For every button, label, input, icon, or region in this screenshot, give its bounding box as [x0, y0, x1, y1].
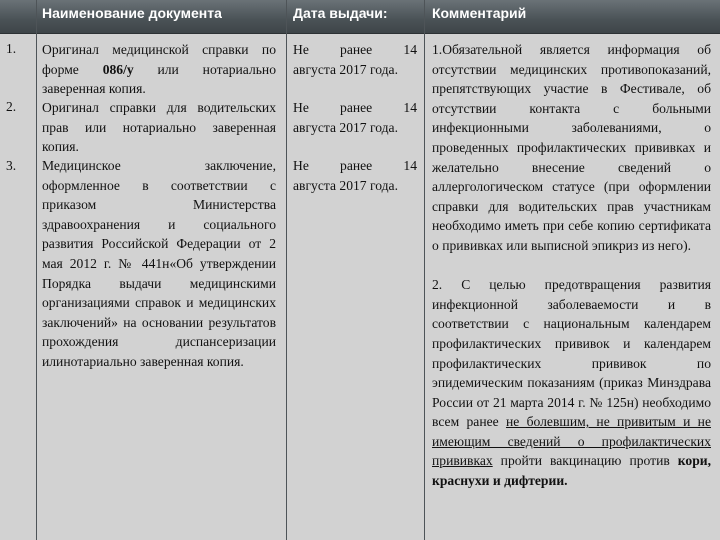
comment-paragraph-1: 1.Обязательной является информация об отсутствии медицинских противопоказаний, препятствующих участие в Фестивале, об отсутствии контакта с больными инфекционными заболеваниями, о проведенных профилактических прививках и желательно внесение сведений о аллергологическом статусе (при оформлении справки для водительских прав участникам необходимо иметь при себе копию сертификата о прививках или выписной эпикриз из него).	[432, 42, 711, 253]
date-word: Не	[293, 100, 309, 115]
document-1-form-code: 086/у	[102, 61, 134, 77]
date-word: Не	[293, 42, 309, 57]
date-word: 14	[403, 100, 417, 115]
date-word: 14	[403, 42, 417, 57]
document-2-text: Оригинал справки для водительских прав или нотариально заверенная копия.	[42, 100, 276, 155]
comment-2-text-b: пройти вакцинацию против	[492, 453, 678, 469]
column-divider	[286, 0, 287, 540]
date-line: августа 2017 года.	[293, 119, 398, 135]
column-divider	[424, 0, 425, 540]
comment-paragraph-2	[432, 275, 711, 491]
row-number-1: 1.	[6, 41, 17, 56]
document-1-text-b: или нотариально заверенная копия.	[42, 61, 276, 97]
header-date: Дата выдачи:	[293, 5, 388, 21]
row-number-2: 2.	[6, 99, 17, 114]
comment-2-underlined: не болевшим, не привитым и не имеющим сведений о профилактических прививках	[432, 414, 711, 469]
row-number-3: 3.	[6, 158, 17, 173]
comment-2-text-a: 2. С целью предотвращения развития инфекционной заболеваемости и в соответствии с национальным календарем профилактических прививок и календарем профилактических прививок по эпидемическим показаниям (приказ Минздрава России от 21 марта 2014 г. № 125н) необходимо всем ранее	[432, 277, 711, 430]
date-word: ранее	[340, 100, 373, 115]
date-cell-1	[293, 40, 417, 79]
document-cell-3	[42, 156, 276, 372]
table-header	[0, 0, 720, 34]
date-line: августа 2017 года.	[293, 61, 398, 77]
date-line: августа 2017 года.	[293, 177, 398, 193]
document-1-text-a: Оригинал медицинской справки по форме	[42, 42, 276, 77]
document-3-text: Медицинское заключение, оформленное в соответствии с приказом Министерства здравоохранения и социального развития Российской Федерации от 2 мая 2012 г. № 441н«Об утверждении Порядка выдачи медицинскими организациями справок и медицинских заключений» на основании результатов прохождения диспансеризации илинотариально заверенная копия.	[42, 158, 276, 369]
document-cell-2	[42, 98, 276, 157]
document-cell-1	[42, 40, 276, 99]
header-document: Наименование документа	[42, 5, 222, 21]
date-cell-3	[293, 156, 417, 195]
date-word: Не	[293, 158, 309, 173]
date-cell-2	[293, 98, 417, 137]
date-word: ранее	[340, 158, 373, 173]
date-word: ранее	[340, 42, 373, 57]
header-comment: Комментарий	[432, 5, 527, 21]
date-word: 14	[403, 158, 417, 173]
comment-cell	[432, 40, 711, 491]
column-divider	[36, 0, 37, 540]
comment-2-diseases: кори, краснухи и дифтерии.	[432, 453, 711, 489]
